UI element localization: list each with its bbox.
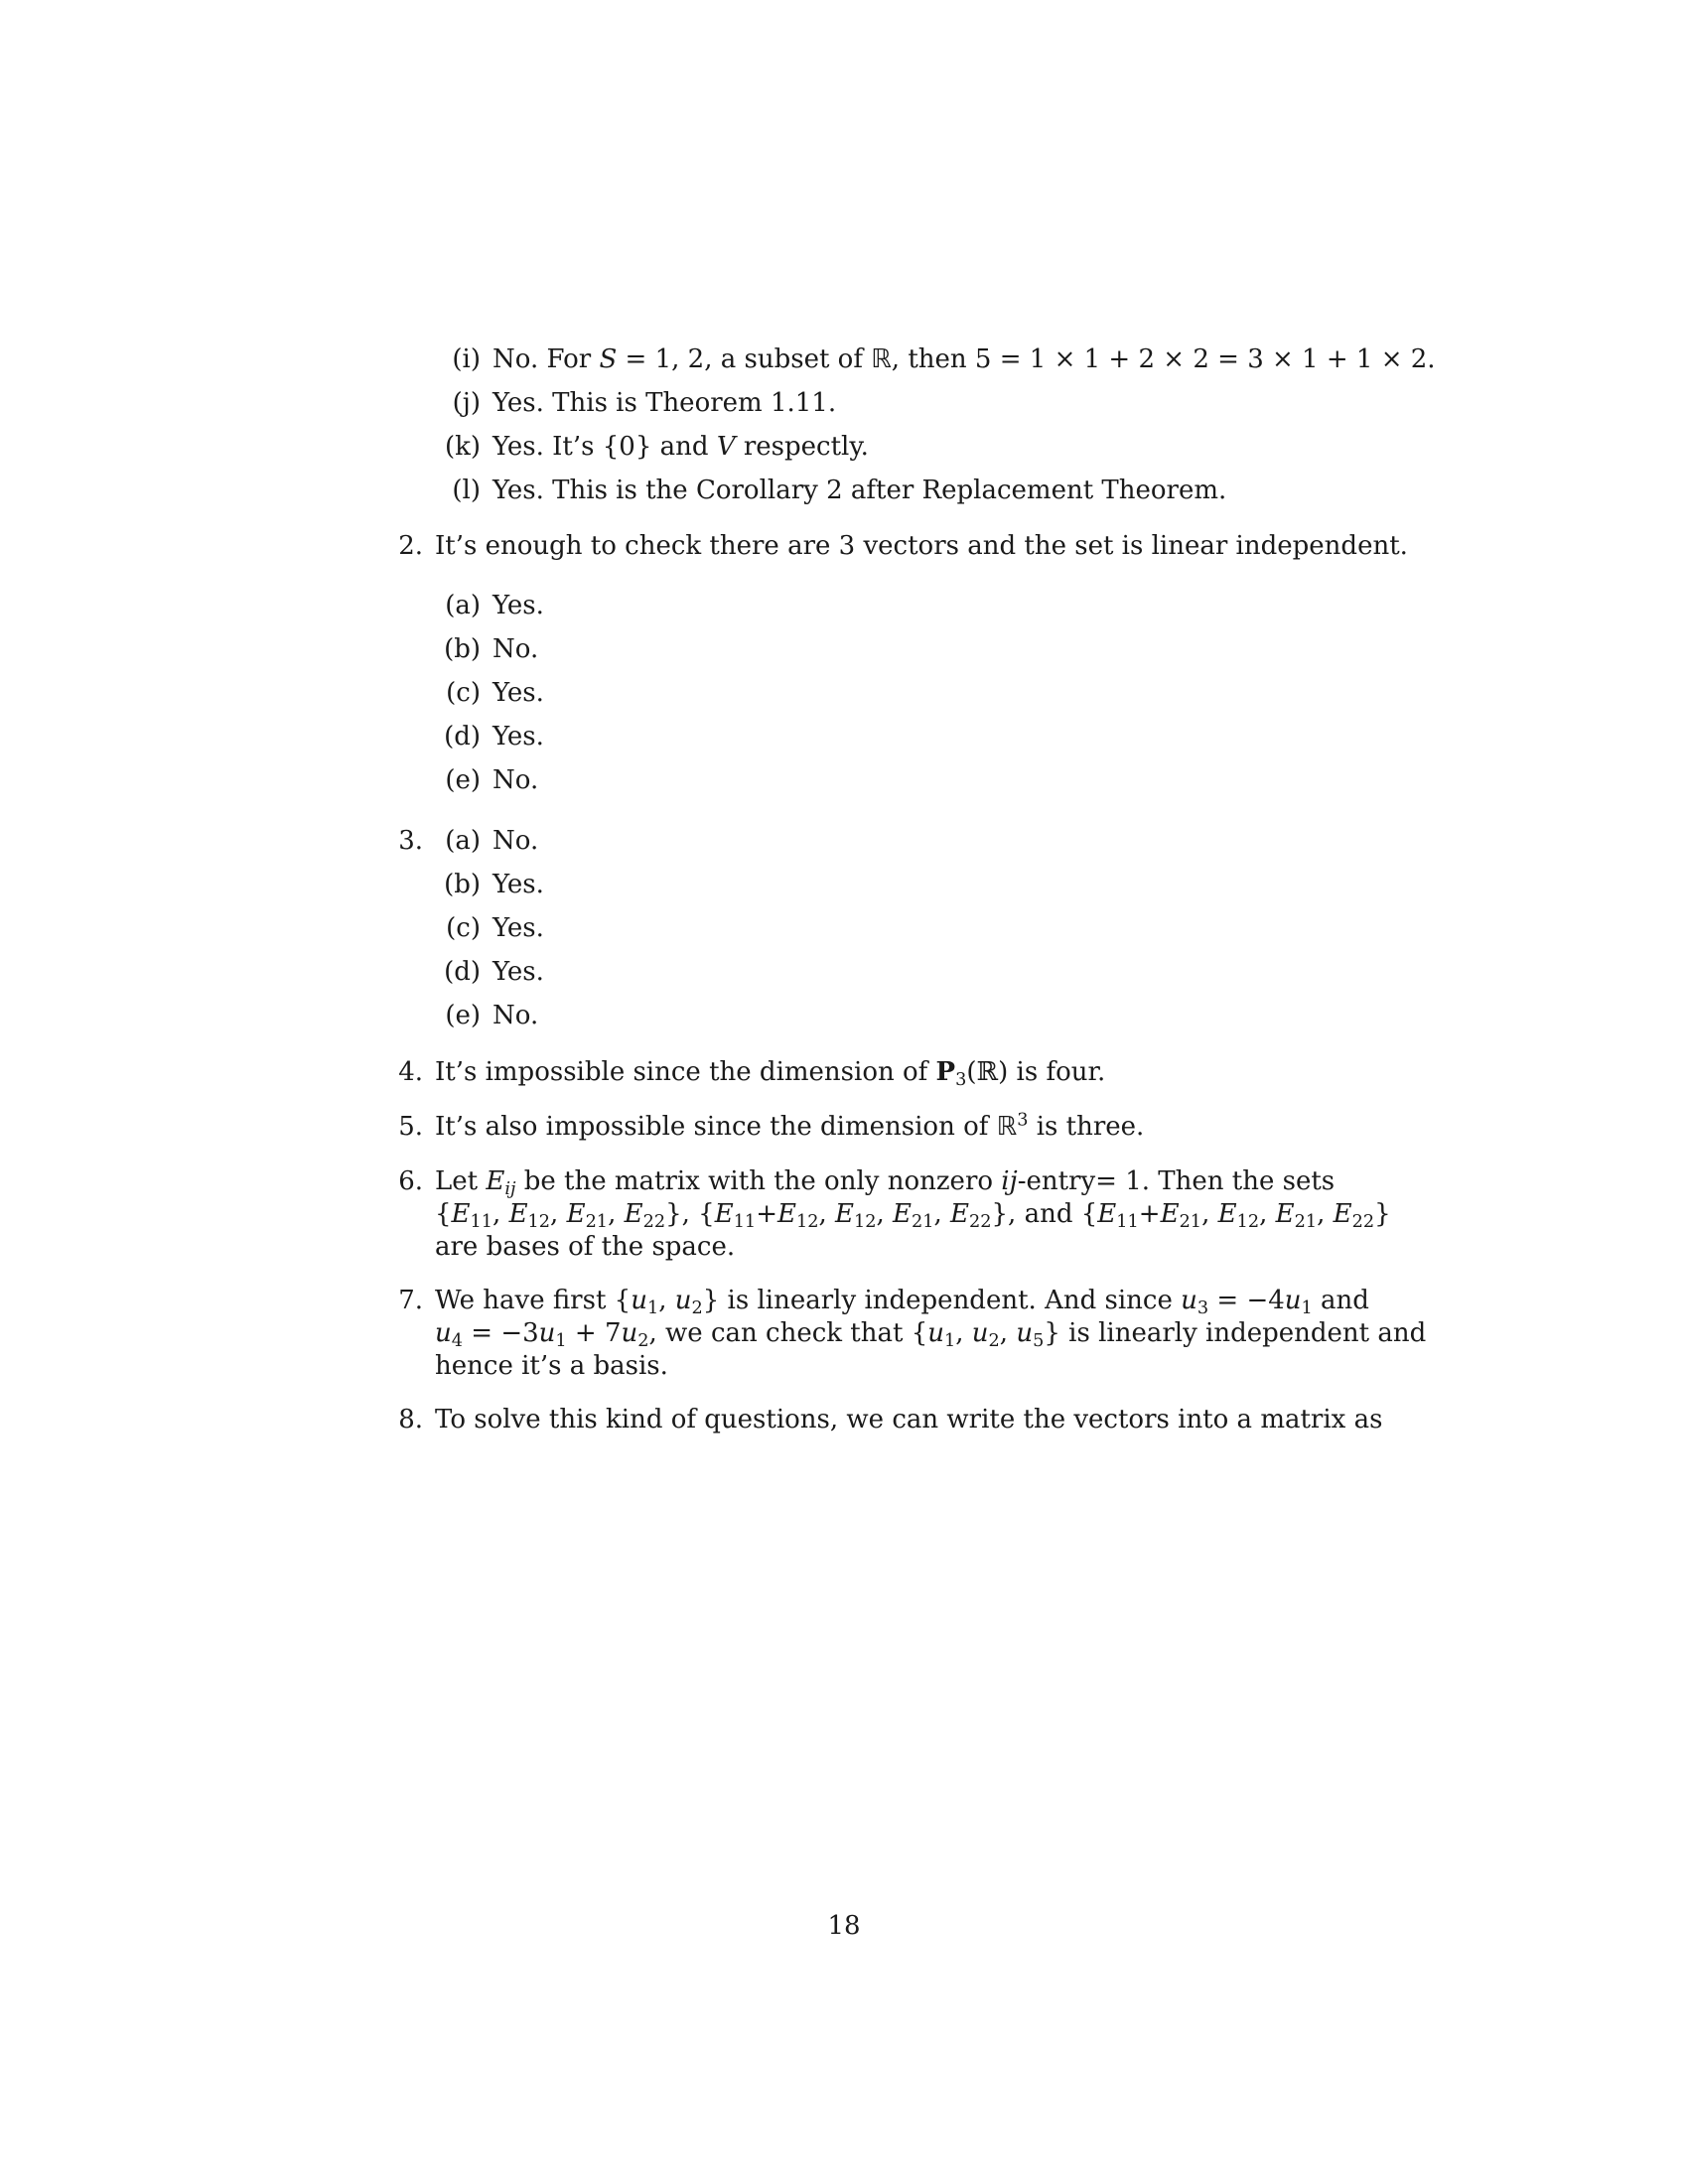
q2-text: It’s enough to check there are 3 vectors and the set is linear independent. [435,531,1408,561]
q8-text: To solve this kind of questions, we can write the vectors into a matrix as [435,1405,1383,1434]
q4-label: 4. [398,1057,423,1087]
q7-line3: hence it’s a basis. [435,1351,668,1381]
q7-line1: We have first {$u_1$, $u_2$} is linearly independent. And since $u_3 = -4u_1$ and [435,1286,1369,1318]
q5-label: 5. [398,1112,423,1142]
q8-label: 8. [398,1405,423,1434]
q2-item-d-label: (d) [444,722,481,751]
q5-text: It’s also impossible since the dimension of ℝ$^3$ is three. [435,1110,1145,1142]
q6-line1: Let $E_{ij}$ be the matrix with the only nonzero ij-entry= 1. Then the sets [435,1166,1336,1199]
q2-item-e-text: No. [492,765,539,795]
q2-item-c-label: (c) [446,678,481,708]
q2-item-c-text: Yes. [492,678,544,708]
q2-label: 2. [398,531,423,561]
q3-item-c-text: Yes. [492,913,544,943]
q2-item-e-label: (e) [445,765,481,795]
q2-item-a-text: Yes. [492,591,544,620]
q3-item-b-label: (b) [444,870,481,899]
q1-item-k-text: Yes. It’s {0} and V respectly. [492,432,869,462]
q6-label: 6. [398,1166,423,1196]
q3-item-a-text: No. [492,826,539,856]
q1-item-j-text: Yes. This is Theorem 1.11. [492,388,837,418]
q2-item-b-label: (b) [444,634,481,664]
q6-line2-sets: {$E_{11}$, $E_{12}$, $E_{21}$, $E_{22}$}, {$E_{11}+E_{12}$, $E_{12}$, $E_{21}$, $E_{22}$}, and {$E_{11}+E_{21}$, $E_{12}$, $E_{21}$, $E_{22}$} [435,1199,1391,1232]
q1-item-k-label: (k) [444,432,481,462]
q6-line3: are bases of the space. [435,1232,736,1262]
q3-item-b-text: Yes. [492,870,544,899]
q1-item-j-label: (j) [452,388,481,418]
q1-item-l-text: Yes. This is the Corollary 2 after Replacement Theorem. [492,476,1227,505]
q3-item-d-text: Yes. [492,957,544,987]
page-number: 18 [827,1911,861,1941]
q3-item-c-label: (c) [446,913,481,943]
q2-item-d-text: Yes. [492,722,544,751]
q3-item-d-label: (d) [444,957,481,987]
q2-item-a-label: (a) [445,591,481,620]
q4-text: It’s impossible since the dimension of $P_3(ℝ)$ is four. [435,1057,1106,1090]
q3-item-a-label: (a) [445,826,481,856]
q3-item-e-label: (e) [445,1001,481,1030]
q7-label: 7. [398,1286,423,1315]
q7-line2: $u_4 = -3u_1 + 7u_2$, we can check that {$u_1$, $u_2$, $u_5$} is linearly independent and [435,1318,1427,1351]
q3-item-e-text: No. [492,1001,539,1030]
q3-label: 3. [398,826,423,856]
q1-item-l-label: (l) [452,476,481,505]
q2-item-b-text: No. [492,634,539,664]
q1-item-i-text: No. For S = 1, 2, a subset of ℝ, then 5 = 1 × 1 + 2 × 2 = 3 × 1 + 1 × 2. [492,344,1436,374]
q1-item-i-label: (i) [452,344,481,374]
